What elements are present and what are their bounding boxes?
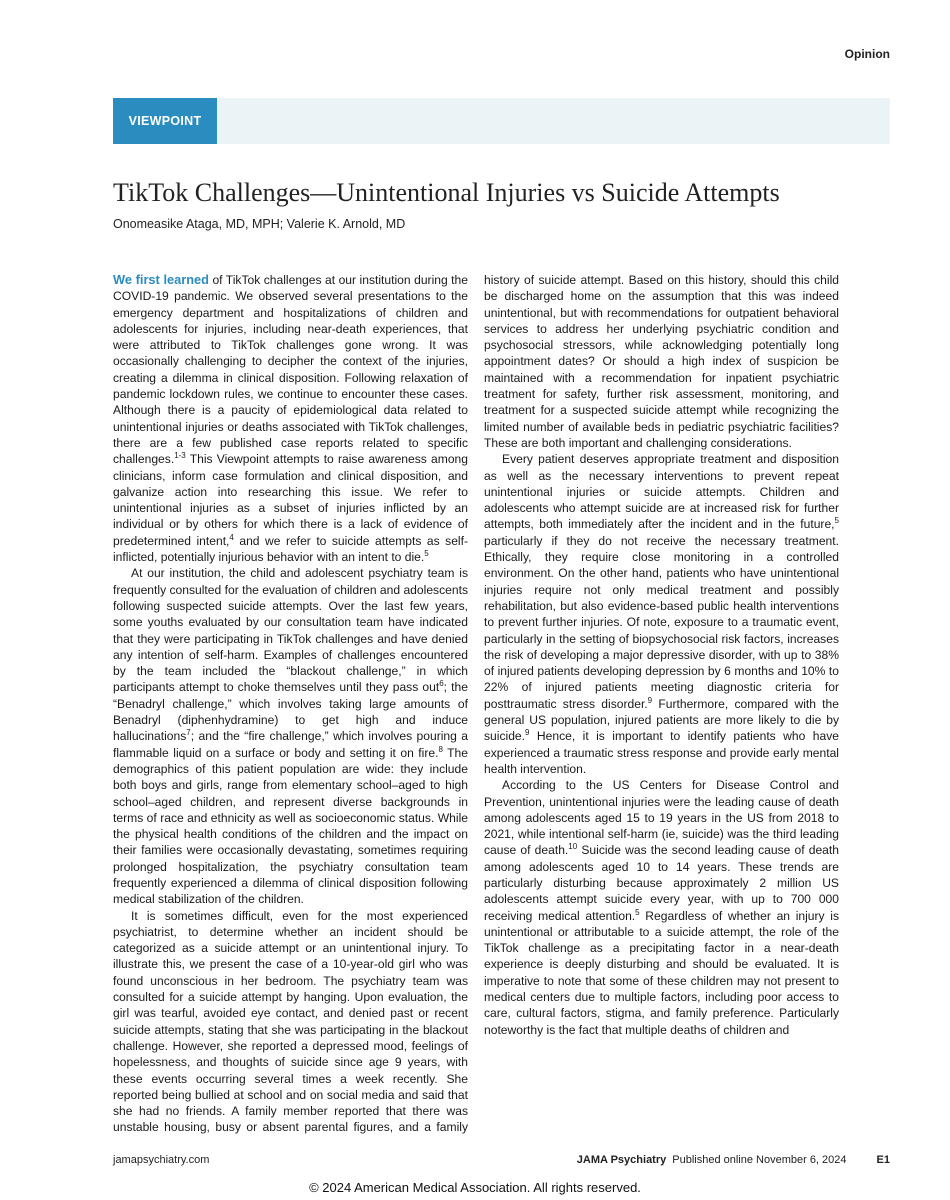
citation: 5 xyxy=(635,907,640,917)
journal-website-link[interactable]: jamapsychiatry.com xyxy=(113,1154,210,1166)
footer-publication-info xyxy=(577,1154,890,1166)
journal-name: JAMA Psychiatry xyxy=(576,1154,667,1166)
article-type-banner xyxy=(113,98,890,144)
text-segment: Furthermore, compared with the general US population, injured patients are more likely to die by suicide. xyxy=(484,696,839,744)
text-segment: At our institution, the child and adolescent psychiatry team is frequently consulted for the evaluation of children and adolescents following suspected suicide attempts. Over the last few years, some youths evaluated by our consultation team have indicated that they were participating in TikTok challenges and have denied any intention of self-harm. Examples of challenges encountered by the team included the “blackout challenge,” in which participants attempt to choke themselves until they pass out xyxy=(113,566,468,695)
paragraph-2 xyxy=(113,565,468,907)
text-segment: ; the “Benadryl challenge,” which involves taking large amounts of Benadryl (diphenhydramine) to get high and induce hallucinations xyxy=(113,680,468,744)
paragraph-3-continued: history of suicide attempt. Based on this history, should this child be discharged home on the assumption that this was indeed unintentional, but with recommendations for outpatient behavioral services to address her underlying psychiatric condition and psychosocial stressors, while acknowledging potentially long appointment dates? Or should a high index of suspicion be maintained with a recommendation for inpatient psychiatric treatment for safety, further risk assessment, monitoring, and treatment for a suspected suicide attempt while recognizing the limited number of available beds in pediatric psychiatric facilities? These are both important and challenging considerations. xyxy=(484,273,839,450)
author-list: Onomeasike Ataga, MD, MPH; Valerie K. Arnold, MD xyxy=(113,217,406,231)
viewpoint-tag: VIEWPOINT xyxy=(113,98,217,144)
paragraph-4 xyxy=(484,451,839,777)
text-segment: and we refer to suicide attempts as self-inflicted, potentially injurious behavior with an intent to die. xyxy=(113,533,468,565)
article-title: TikTok Challenges—Unintentional Injuries vs Suicide Attempts xyxy=(113,178,780,207)
text-segment: This Viewpoint attempts to raise awareness among clinicians, inform case formulation and clinical disposition, and galvanize action into researching this issue. We refer to unintentional injuries as a subset of injuries inflicted by an individual or by others for which there is a lack of evidence of predetermined intent, xyxy=(113,452,468,548)
text-segment: The demographics of this patient population are wide: they include both boys and girls, range from elementary school–aged to high school–aged children, and represent diverse backgrounds in terms of race and ethnicity as well as socioeconomic status. While the physical health conditions of the children and the impact on their families were occasionally devastating, sometimes requiring prolonged hospitalization, the psychiatry consultation team frequently experienced a dilemma of clinical disposition following medical stabilization of the children. xyxy=(113,745,468,907)
text-segment: Suicide was the second leading cause of death among adolescents aged 10 to 14 years. These trends are particularly disturbing because approximately 2 million US adolescents attempt suicide every year, with up to 700 000 receiving medical attention. xyxy=(484,843,839,923)
citation: 4 xyxy=(229,532,234,542)
text-segment: Every patient deserves appropriate treatment and disposition as well as the necessary interventions to prevent repeat unintentional injuries or suicide attempts. Children and adolescents who attempt suicide are at increased risk for further attempts, both immediately after the incident and in the future, xyxy=(484,452,839,532)
citation: 7 xyxy=(186,728,191,738)
text-segment: It is sometimes difficult, even for the most experienced psychiatrist, to determine whether an incident should be categorized as a suicide attempt or an unintentional injury. To illustrate this, we present the case of a 10-year-old girl who was found unconscious in her bedroom. The psychiatry team was consulted for a suicide attempt by hanging. Upon evaluation, the girl was tearful, avoided eye contact, and denied past or recent suicide attempts, stating that she was participating in the blackout challenge. However, she reported a depressed mood, feelings of hopelessness, and thoughts of suicide since age 9 years, with these events occurring several times a week recently. She reported being bullied at school and on social media and said that she had no friends. A family member reported that there was unstable housing, busy or absent parental figures, and a family xyxy=(113,908,468,1135)
citation: 9 xyxy=(647,695,653,705)
citation: 6 xyxy=(439,679,444,689)
page-number: E1 xyxy=(876,1154,890,1166)
section-label: Opinion xyxy=(844,47,890,61)
text-segment: ; and the “fire challenge,” which involves pouring a flammable liquid on a surface or body and setting it on fire. xyxy=(113,729,468,760)
text-segment: Regardless of whether an injury is unintentional or attributable to a suicide attempt, the role of the TikTok challenge as a precipitating factor in a near-death experience is deeply disturbing and should be evaluated. It is imperative to note that some of these children may not present to medical centers due to multiple factors, including poor access to care, cultural factors, stigma, and family preference. Particularly noteworthy is the fact that multiple deaths of children and xyxy=(484,908,839,1037)
publication-date: Published online November 6, 2024 xyxy=(672,1154,847,1166)
paragraph-1 xyxy=(113,272,468,565)
text-segment: of TikTok challenges at our institution during the COVID-19 pandemic. We observed several presentations to the emergency department and hospitalizations of children and adolescents for injuries, including near-death experiences, that were attributed to TikTok challenges gone wrong. It was occasionally challenging to decipher the context of the injuries, creating a dilemma in clinical disposition. Following relaxation of pandemic lockdown rules, we continue to encounter these cases. Although there is a paucity of epidemiological data related to unintentional injuries or deaths associated with TikTok challenges, there are a few published case reports related to specific challenges. xyxy=(113,273,468,467)
citation: 1-3 xyxy=(174,451,186,461)
copyright-notice: © 2024 American Medical Association. All rights reserved. xyxy=(309,1180,641,1195)
text-segment: According to the US Centers for Disease Control and Prevention, unintentional injuries were the leading cause of death among adolescents aged 15 to 19 years in the US from 2018 to 2021, while intentional self-harm (ie, suicide) was the third leading cause of death. xyxy=(484,778,839,858)
citation: 9 xyxy=(525,728,530,738)
citation: 10 xyxy=(568,842,578,852)
paragraph-3 xyxy=(113,908,468,1136)
citation: 5 xyxy=(834,516,839,526)
page-footer xyxy=(113,1154,890,1170)
paragraph-5 xyxy=(484,777,839,1038)
lead-in: We first learned xyxy=(113,272,209,287)
text-segment: Hence, it is important to identify patients who have experienced a traumatic stress response and provide early mental health intervention. xyxy=(484,729,839,776)
body-column-left xyxy=(113,272,468,1136)
citation: 5 xyxy=(424,549,429,559)
text-segment: particularly if they do not receive the necessary treatment. Ethically, they require close monitoring in a controlled environment. On the other hand, patients who have unintentional injuries require not only medical treatment and possibly rehabilitation, but also evidence-based public health interventions to prevent further injuries. Of note, exposure to a traumatic event, particularly in the setting of biopsychosocial risk factors, increases the risk of developing a major depressive disorder, with up to 38% of injured patients developing depression by 6 months and 10% to 22% of injured patients meeting diagnostic criteria for posttraumatic stress disorder. xyxy=(484,533,839,711)
body-column-right xyxy=(484,272,839,1038)
citation: 8 xyxy=(438,744,443,754)
